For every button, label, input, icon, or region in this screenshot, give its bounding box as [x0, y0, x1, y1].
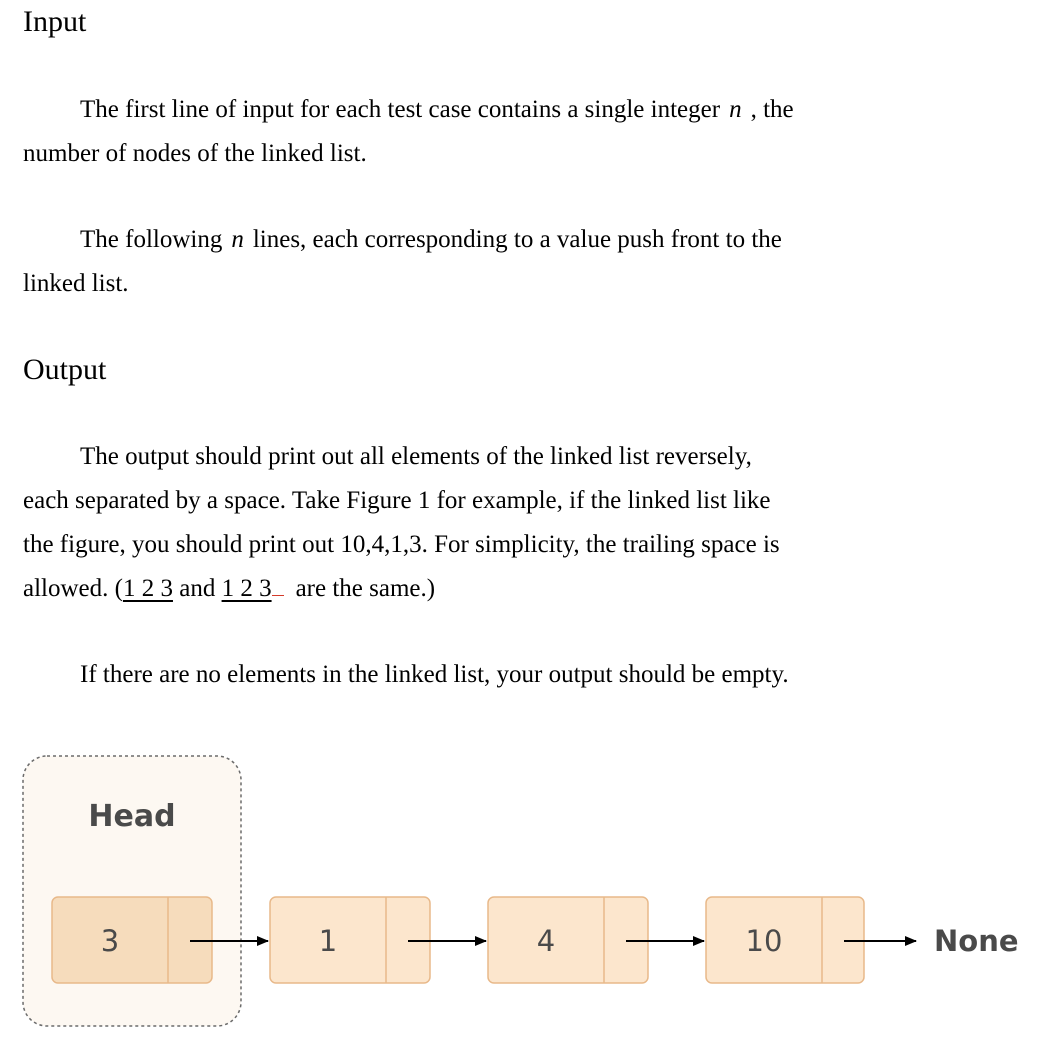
node-value: 4 [536, 924, 556, 958]
output-paragraph-1: The output should print out all elements of the linked list reversely, each separated by a space. Take Figure 1 for example, if the linked list like the figure, you should print out 10,4,1,3. For simplicity, the trailing space is allowed. (1 2 3 and 1 2 3 are the same.) [23, 443, 780, 602]
node-value: 10 [745, 924, 783, 958]
node-box [52, 897, 212, 983]
head-label: Head [88, 799, 176, 834]
node-3 [488, 897, 648, 983]
none-terminal: None [934, 924, 1019, 958]
node-box [706, 897, 864, 983]
head-container [23, 756, 241, 1026]
variable-n: n [729, 96, 742, 123]
node-4 [706, 897, 864, 983]
output-paragraph-2: If there are no elements in the linked list, your output should be empty. [80, 661, 789, 688]
node-value: 3 [100, 924, 120, 958]
input-paragraph-2: The following n lines, each corresponding to a value push front to the linked list. [23, 226, 782, 297]
node-box [488, 897, 648, 983]
node-2 [270, 897, 430, 983]
node-1 [52, 897, 212, 983]
input-heading: Input [23, 5, 87, 38]
trailing-space-marker [272, 594, 284, 596]
variable-n: n [231, 226, 244, 253]
linked-list-diagram [0, 740, 1042, 1046]
example-output-b: 1 2 3 [221, 575, 272, 602]
node-box [270, 897, 430, 983]
example-output-a: 1 2 3 [122, 575, 173, 602]
output-heading: Output [23, 353, 107, 386]
input-paragraph-1: The first line of input for each test case contains a single integer n , the number of nodes of the linked list. [23, 96, 794, 167]
node-value: 1 [318, 924, 338, 958]
